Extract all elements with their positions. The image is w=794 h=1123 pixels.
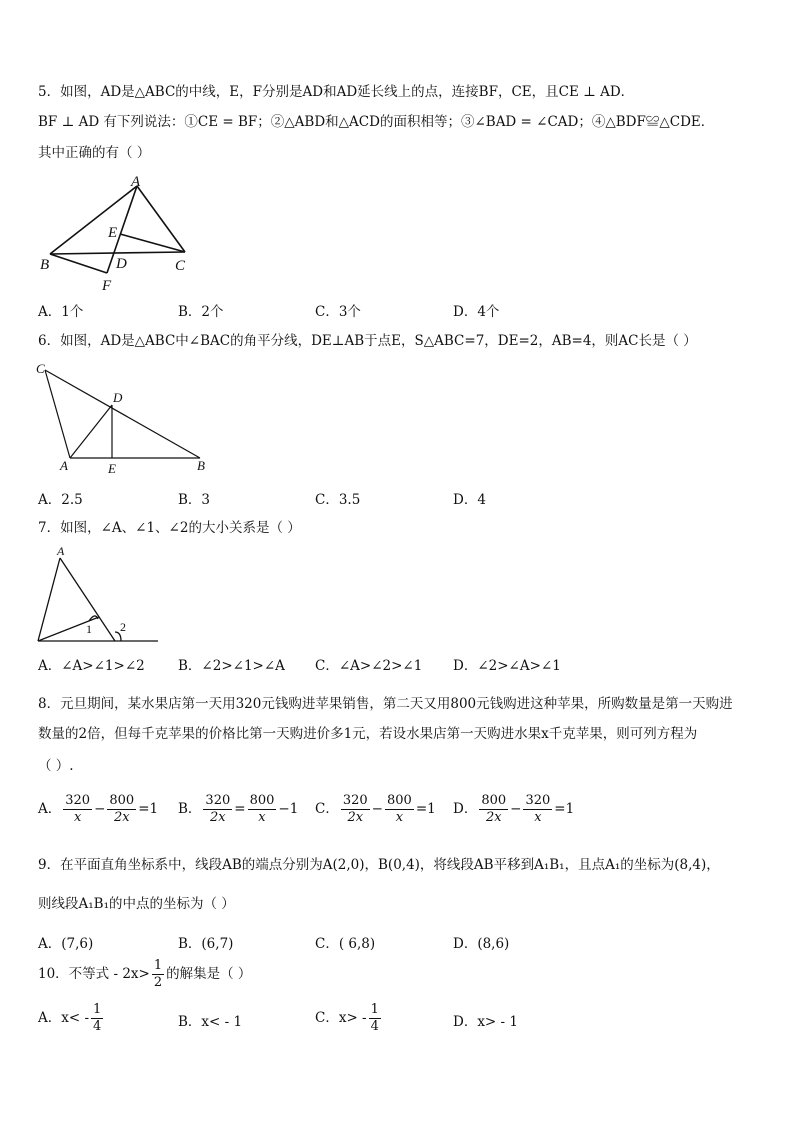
q6-label-b: B: [197, 458, 205, 473]
q6-option-b: B．3: [178, 492, 211, 508]
q8-d-op: −: [510, 801, 522, 817]
q8-a-d2: 2x: [114, 810, 130, 825]
q10-stem: [38, 958, 251, 991]
q5-label-a: A: [131, 174, 141, 190]
q6-stem: 6．如图，AD是△ABC中∠BAC的角平分线，DE⊥AB于点E，S△ABC=7，DE=2，AB=4，则AC长是（ ）: [38, 333, 697, 349]
q8-b-n1: 320: [205, 793, 231, 808]
q8-option-b: [178, 793, 298, 826]
q8-option-c-frac2: [385, 793, 414, 826]
q8-option-c-frac1: [341, 793, 370, 826]
q8-d-n1: 800: [481, 793, 507, 808]
q10-option-d: D．x> - 1: [453, 1014, 518, 1030]
q6-option-c: C．3.5: [315, 492, 361, 508]
q9-option-d: D．(8,6): [453, 936, 510, 952]
q10-option-c: [315, 1002, 383, 1035]
q10-a-num: 1: [93, 1002, 102, 1017]
q6-label-d: D: [113, 390, 123, 405]
q8-d-d1: 2x: [485, 810, 502, 825]
q7-option-c: C．∠A>∠2>∠1: [315, 658, 423, 674]
q10-stem-pre: 10．不等式 - 2x>: [38, 966, 150, 982]
q8-b-op: =: [234, 801, 246, 817]
q9-line2: 则线段A₁B₁的中点的坐标为（ ）: [38, 896, 235, 912]
q9-option-c: C．( 6,8): [315, 936, 376, 952]
q7-option-d: D．∠2>∠A>∠1: [453, 658, 561, 674]
q8-option-d-frac2: [523, 793, 552, 826]
q5-label-d: D: [116, 256, 127, 272]
q7-option-b: B．∠2>∠1>∠A: [178, 658, 285, 674]
q6-label-c: C: [36, 361, 45, 376]
q5-label-c: C: [175, 258, 186, 274]
q6-label-e: E: [108, 461, 116, 476]
q8-option-d-frac1: [479, 793, 508, 826]
q10-c-pre: C．x> -: [315, 1010, 367, 1026]
q9-line1: 9．在平面直角坐标系中，线段AB的端点分别为A(2,0)，B(0,4)，将线段AB平移到A₁B₁，且点A₁的坐标为(8,4)，: [38, 857, 720, 873]
q8-c-op: −: [371, 801, 383, 817]
q8-c-d1: 2x: [347, 810, 364, 825]
q7-label-2: 2: [120, 620, 126, 634]
q6-label-a: A: [60, 458, 68, 473]
q5-option-c: C．3个: [315, 304, 361, 320]
q9-option-a: A．(7,6): [38, 936, 94, 952]
q6-option-d: D．4: [453, 492, 486, 508]
q8-option-c-label: C．: [315, 801, 339, 817]
q5-option-b: B．2个: [178, 304, 224, 320]
q7-stem: 7．如图，∠A、∠1、∠2的大小关系是（ ）: [38, 520, 301, 536]
q7-label-1: 1: [86, 622, 92, 636]
q8-a-n1: 320: [65, 793, 91, 808]
q5-label-e: E: [108, 225, 118, 241]
q8-d-d2: x: [534, 810, 542, 825]
q8-d-tail: =1: [554, 801, 575, 817]
q8-c-n1: 320: [342, 793, 368, 808]
q10-a-den: 4: [93, 1019, 102, 1034]
q10-c-frac: [369, 1002, 381, 1035]
q8-b-d2: x: [258, 810, 266, 825]
q8-option-b-frac1: [203, 793, 232, 826]
q8-b-d1: 2x: [210, 810, 226, 825]
q10-option-a: [38, 1002, 105, 1035]
q10-c-num: 1: [370, 1002, 379, 1017]
q8-option-a-frac1: [63, 793, 92, 826]
q5-label-f: F: [102, 278, 112, 294]
q6-option-a: A．2.5: [38, 492, 83, 508]
q8-d-n2: 320: [525, 793, 551, 808]
q5-line3: 其中正确的有（ ）: [38, 145, 151, 161]
q8-a-tail: =1: [138, 801, 159, 817]
q10-stem-frac: [152, 958, 164, 991]
q9-option-b: B．(6,7): [178, 936, 234, 952]
q5-label-b: B: [40, 257, 50, 273]
q8-c-n2: 800: [386, 793, 412, 808]
q8-b-tail: −1: [278, 801, 299, 817]
q7-label-a: A: [57, 544, 65, 558]
q8-option-d-label: D．: [453, 801, 478, 817]
q8-a-d1: x: [73, 810, 82, 825]
q8-c-tail: =1: [415, 801, 436, 817]
q8-a-op: −: [94, 801, 106, 817]
q8-option-b-frac2: [248, 793, 277, 826]
q8-line3: （ ）.: [38, 758, 74, 774]
q10-c-den: 4: [370, 1019, 379, 1034]
q8-option-b-label: B．: [178, 801, 202, 817]
q8-b-n2: 800: [249, 793, 275, 808]
q8-c-d2: x: [395, 810, 404, 825]
q10-a-frac: [91, 1002, 103, 1035]
q7-option-a: A．∠A>∠1>∠2: [38, 658, 145, 674]
q8-line2: 数量的2倍，但每千克苹果的价格比第一天购进价多1元，若设水果店第一天购进水果x千克苹果，则可列方程为: [38, 726, 698, 742]
q8-a-n2: 800: [109, 793, 135, 808]
q5-line1: 5．如图，AD是△ABC的中线，E，F分别是AD和AD延长线上的点，连接BF，CE，且CE ⊥ AD．: [38, 84, 635, 100]
q10-stem-num: 1: [153, 958, 163, 973]
q5-option-d: D．4个: [453, 304, 500, 320]
q10-a-pre: A．x< -: [38, 1010, 90, 1026]
q8-option-a-label: A．: [38, 801, 62, 817]
q8-option-d: [453, 793, 574, 826]
q10-stem-den: 2: [153, 975, 163, 990]
q5-option-a: A．1个: [38, 304, 84, 320]
q8-option-c: [315, 793, 436, 826]
q8-line1: 8．元旦期间，某水果店第一天用320元钱购进苹果销售，第二天又用800元钱购进这种苹果，所购数量是第一天购进: [38, 696, 733, 712]
q10-stem-post: 的解集是（ ）: [166, 966, 252, 982]
q10-option-b: B．x< - 1: [178, 1014, 243, 1030]
q5-line2: BF ⊥ AD 有下列说法：①CE = BF；②△ABD和△ACD的面积相等；③∠BAD = ∠CAD；④△BDF≌△CDE．: [38, 114, 715, 130]
q8-option-a-frac2: [107, 793, 136, 826]
q8-option-a: [38, 793, 158, 826]
